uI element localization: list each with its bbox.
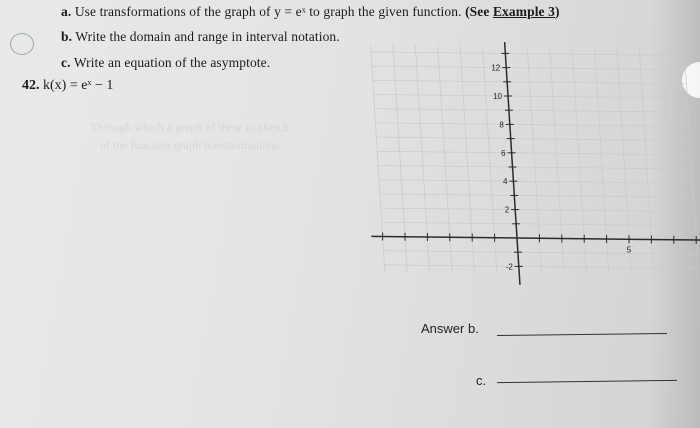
example-reference[interactable]: (See Example 3) <box>465 4 560 19</box>
y-axis <box>502 42 520 285</box>
y-tick-label: 4 <box>502 177 508 187</box>
y-tick-label: 10 <box>493 92 503 101</box>
instruction-a: a. Use transformations of the graph of y = eˣ to graph the given function. (See Example 3) <box>61 4 560 19</box>
y-tick-label: 2 <box>504 205 510 215</box>
instruction-b: b. Write the domain and range in interval notation. <box>61 29 340 44</box>
instruction-c: c. Write an equation of the asymptote. <box>61 55 271 70</box>
y-tick-label: 12 <box>491 63 501 73</box>
bleed-through-text: of the function graph transformations <box>100 138 280 152</box>
bleed-through-text: Through which a graph of these to sketch <box>90 120 289 134</box>
y-tick-label: 8 <box>499 120 504 130</box>
x-tick-label: 5 <box>626 245 632 255</box>
axes <box>371 42 700 285</box>
problem-function: k(x) = eˣ − 1 <box>43 78 114 93</box>
axis-ticks <box>383 53 697 266</box>
x-axis <box>371 236 700 240</box>
y-tick-label: 6 <box>501 148 506 158</box>
grid-lines <box>370 45 698 276</box>
problem-number: 42. <box>22 78 40 93</box>
answer-b-label: Answer b. <box>421 321 479 336</box>
answer-c-label: c. <box>476 373 487 388</box>
y-tick-label: -2 <box>505 262 513 272</box>
